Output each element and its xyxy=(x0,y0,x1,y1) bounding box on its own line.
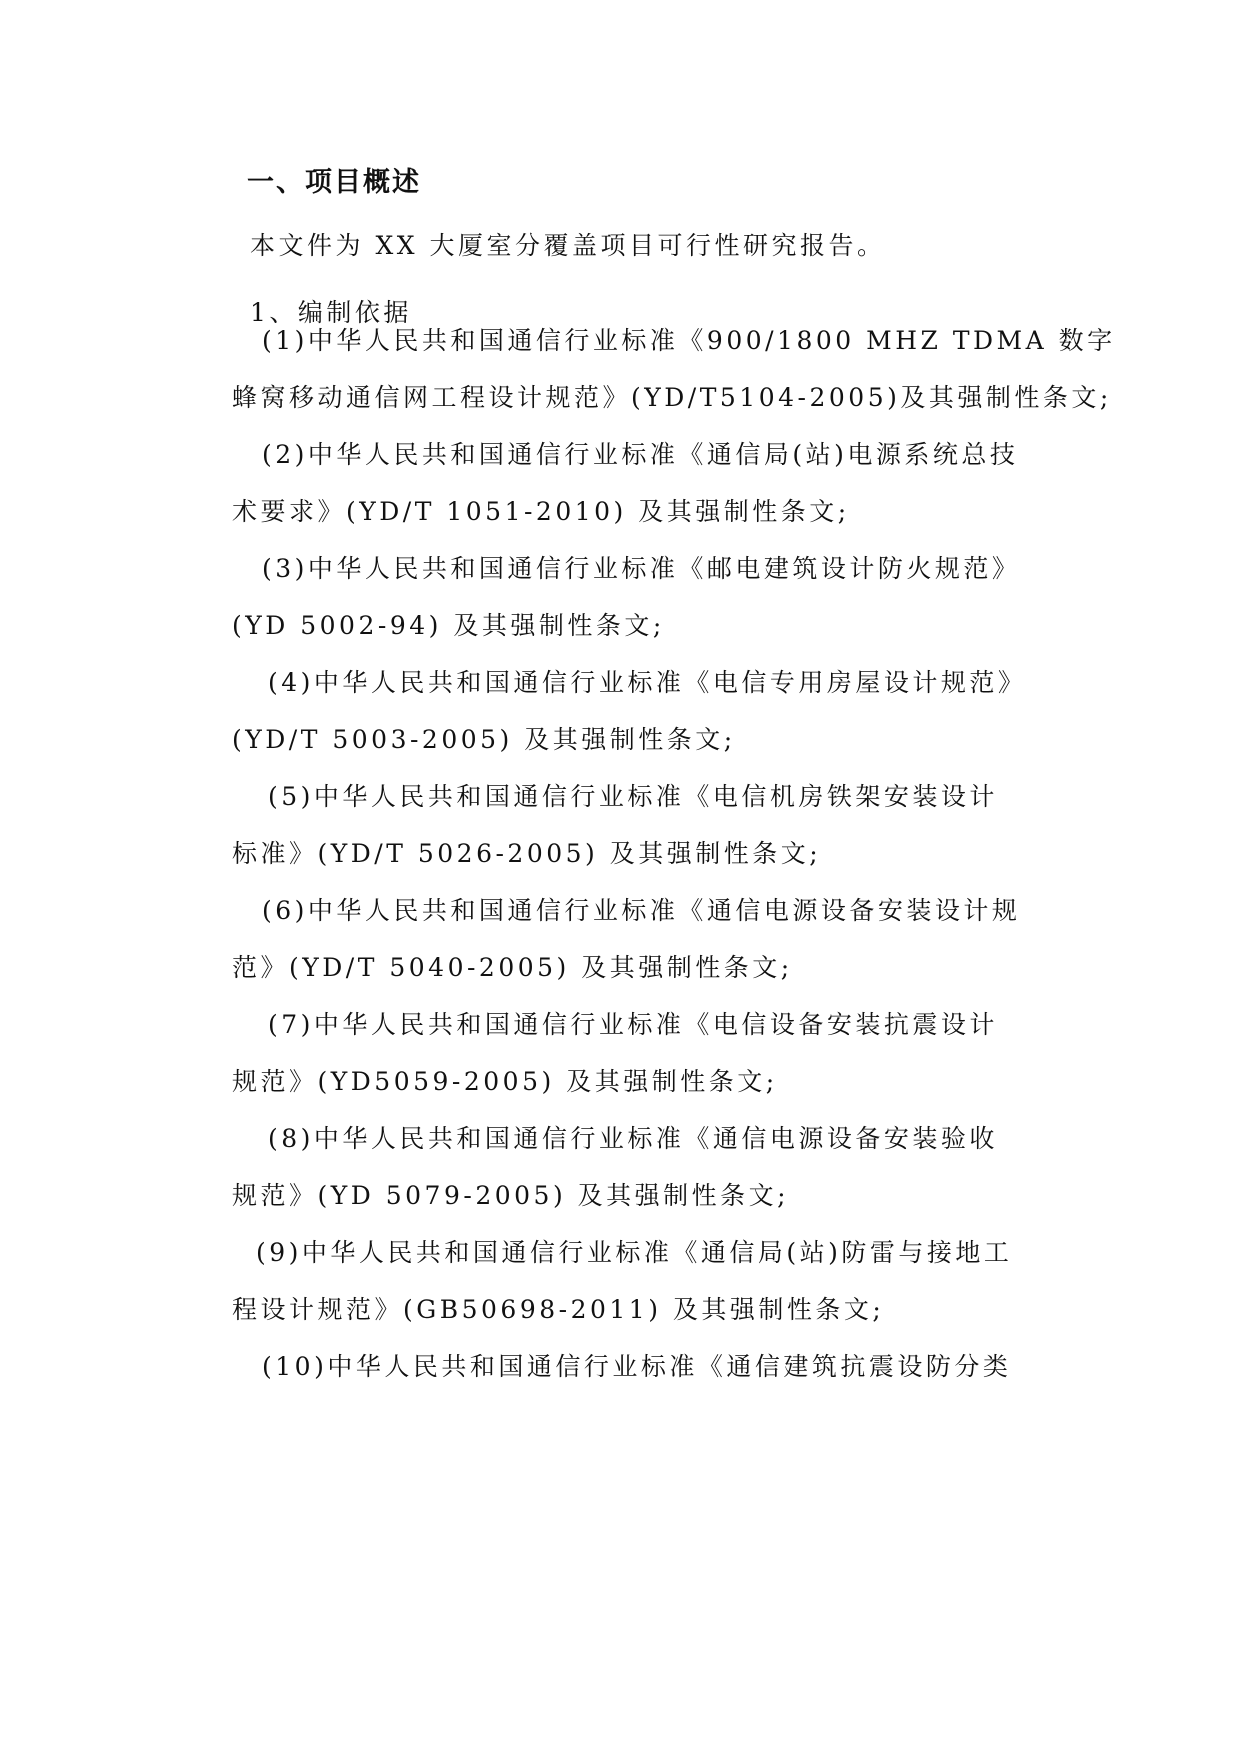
reference-item-1-line1: (1)中华人民共和国通信行业标准《900/1800 MHZ TDMA 数字 xyxy=(262,326,1116,355)
reference-item-10-line1: (10)中华人民共和国通信行业标准《通信建筑抗震设防分类 xyxy=(262,1352,1012,1381)
intro-paragraph: 本文件为 XX 大厦室分覆盖项目可行性研究报告。 xyxy=(250,231,886,260)
reference-item-2-line2: 术要求》(YD/T 1051-2010) 及其强制性条文; xyxy=(232,497,850,526)
reference-item-5-line1: (5)中华人民共和国通信行业标准《电信机房铁架安装设计 xyxy=(268,782,998,811)
reference-item-3-line1: (3)中华人民共和国通信行业标准《邮电建筑设计防火规范》 xyxy=(262,554,1021,583)
reference-item-8-line2: 规范》(YD 5079-2005) 及其强制性条文; xyxy=(232,1181,790,1210)
subsection-heading: 1、编制依据 xyxy=(250,298,412,327)
reference-item-6-line1: (6)中华人民共和国通信行业标准《通信电源设备安装设计规 xyxy=(262,896,1021,925)
reference-item-5-line2: 标准》(YD/T 5026-2005) 及其强制性条文; xyxy=(232,839,822,868)
reference-item-2-line1: (2)中华人民共和国通信行业标准《通信局(站)电源系统总技 xyxy=(262,440,1019,469)
reference-item-1-line2: 蜂窝移动通信网工程设计规范》(YD/T5104-2005)及其强制性条文; xyxy=(232,383,1112,412)
section-heading: 一、项目概述 xyxy=(247,167,421,198)
reference-item-6-line2: 范》(YD/T 5040-2005) 及其强制性条文; xyxy=(232,953,793,982)
reference-item-7-line2: 规范》(YD5059-2005) 及其强制性条文; xyxy=(232,1067,778,1096)
reference-item-9-line2: 程设计规范》(GB50698-2011) 及其强制性条文; xyxy=(232,1295,885,1324)
reference-item-8-line1: (8)中华人民共和国通信行业标准《通信电源设备安装验收 xyxy=(268,1124,998,1153)
reference-item-4-line2: (YD/T 5003-2005) 及其强制性条文; xyxy=(232,725,736,754)
reference-item-3-line2: (YD 5002-94) 及其强制性条文; xyxy=(232,611,665,640)
reference-item-4-line1: (4)中华人民共和国通信行业标准《电信专用房屋设计规范》 xyxy=(268,668,1027,697)
reference-item-7-line1: (7)中华人民共和国通信行业标准《电信设备安装抗震设计 xyxy=(268,1010,998,1039)
reference-item-9-line1: (9)中华人民共和国通信行业标准《通信局(站)防雷与接地工 xyxy=(256,1238,1013,1267)
